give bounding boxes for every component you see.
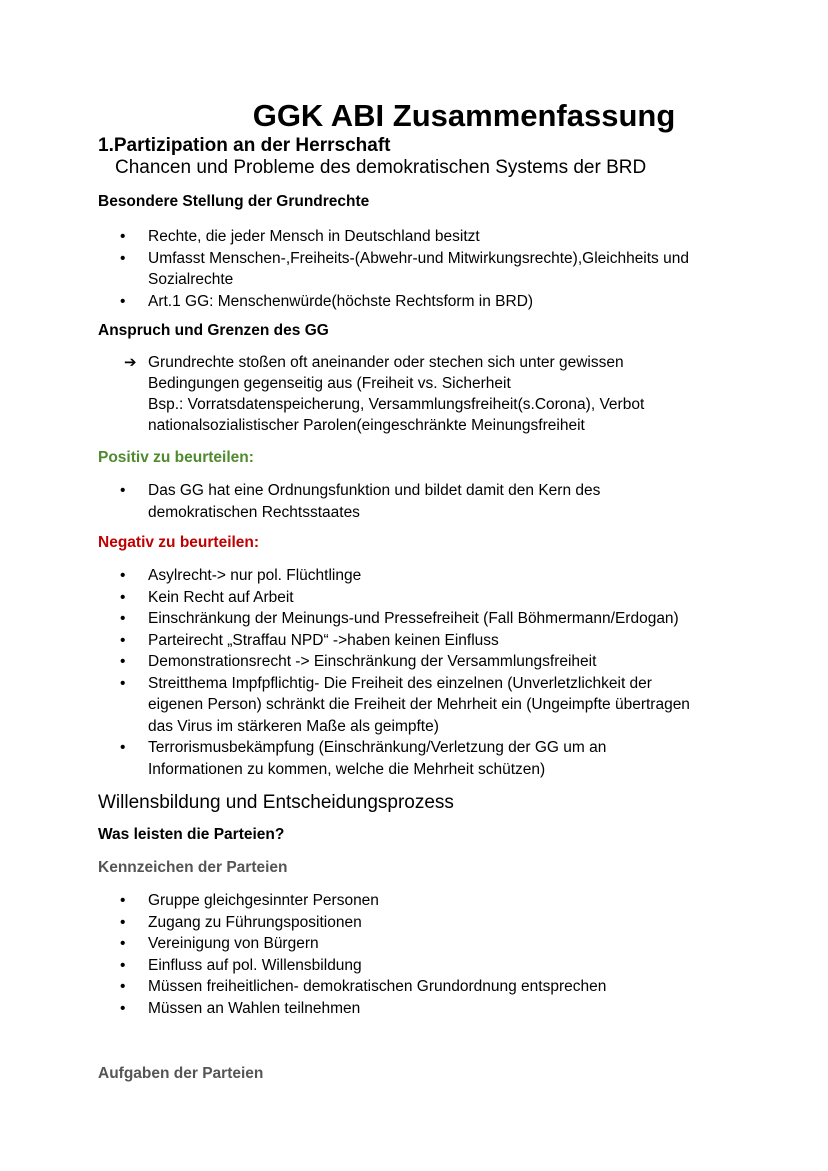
list-item: • Das GG hat eine Ordnungsfunktion und bildet damit den Kern des demokratischen Rechtsstaates bbox=[120, 482, 601, 521]
heading-grundrechte: Besondere Stellung der Grundrechte bbox=[98, 193, 370, 210]
list-item: • Vereinigung von Bürgern bbox=[0, 933, 740, 955]
list-item: • Streitthema Impfpflichtig- Die Freiheit des einzelnen (Unverletzlichkeit der eigenen Person) schränkt die Freiheit der Mehrheit ein (Ungeimpfte übertragen das Virus im stärkeren Maße als geimpfte) bbox=[120, 674, 690, 735]
heading-kennzeichen: Kennzeichen der Parteien bbox=[98, 859, 288, 876]
heading-aufgaben: Aufgaben der Parteien bbox=[98, 1065, 264, 1082]
list-item: • Müssen freiheitlichen- demokratischen Grundordnung entsprechen bbox=[0, 976, 740, 998]
heading-positiv: Positiv zu beurteilen: bbox=[98, 449, 254, 466]
list-grundrechte bbox=[0, 226, 700, 312]
list-item: • Terrorismusbekämpfung (Einschränkung/Verletzung der GG um an Informationen zu kommen, welche die Mehrheit schützen) bbox=[120, 739, 607, 778]
list-item: • Gruppe gleichgesinnter Personen bbox=[0, 890, 740, 912]
list-item: • Einschränkung der Meinungs-und Pressefreiheit (Fall Böhmermann/Erdogan) bbox=[0, 608, 740, 630]
list-negativ bbox=[0, 565, 700, 780]
list-item: • Art.1 GG: Menschenwürde(höchste Rechtsform in BRD) bbox=[0, 291, 740, 313]
section-heading-partizipation: 1.Partizipation an der Herrschaft bbox=[98, 135, 391, 156]
list-kennzeichen bbox=[0, 890, 700, 1019]
bullet-icon: • bbox=[120, 913, 126, 931]
list-item: • Parteirecht „Straffau NPD“ ->haben keinen Einfluss bbox=[0, 630, 740, 652]
list-item: • Rechte, die jeder Mensch in Deutschland besitzt bbox=[0, 226, 740, 248]
arrow-right-icon: ➔ bbox=[124, 354, 137, 371]
heading-willensbildung: Willensbildung und Entscheidungsprozess bbox=[98, 792, 454, 813]
bullet-icon: • bbox=[120, 610, 126, 627]
anspruch-text: Grundrechte stoßen oft aneinander oder stechen sich unter gewissen Bedingungen gegenseitig aus (Freiheit vs. Sicherheit Bsp.: Vorratsdatenspeicherung, Versammlungsfreiheit(s.Corona), Verbot nationalsozialistischer Parolen(eingeschränkte Meinungsfreiheit bbox=[148, 354, 645, 434]
list-positiv bbox=[0, 480, 700, 523]
document-title: GGK ABI Zusammenfassung bbox=[252, 98, 676, 133]
bullet-icon: • bbox=[120, 588, 126, 606]
bullet-icon: • bbox=[120, 482, 126, 499]
bullet-icon: • bbox=[120, 999, 126, 1017]
list-item: • Umfasst Menschen-,Freiheits-(Abwehr-und Mitwirkungsrechte),Gleichheits und Sozialrechte bbox=[120, 249, 689, 288]
list-item: • Einfluss auf pol. Willensbildung bbox=[0, 955, 740, 977]
heading-anspruch: Anspruch und Grenzen des GG bbox=[98, 322, 329, 339]
bullet-icon: • bbox=[120, 567, 126, 584]
bullet-icon: • bbox=[120, 892, 126, 909]
bullet-icon: • bbox=[120, 653, 126, 670]
bullet-icon: • bbox=[120, 228, 126, 245]
heading-negativ: Negativ zu beurteilen: bbox=[98, 534, 260, 551]
bullet-icon: • bbox=[120, 631, 126, 649]
section-subtitle: Chancen und Probleme des demokratischen Systems der BRD bbox=[115, 157, 647, 178]
list-item: • Demonstrationsrecht -> Einschränkung der Versammlungsfreiheit bbox=[0, 651, 740, 673]
list-item: • Zugang zu Führungspositionen bbox=[0, 912, 740, 934]
list-item: • Asylrecht-> nur pol. Flüchtlinge bbox=[0, 565, 740, 587]
bullet-icon: • bbox=[120, 739, 126, 756]
bullet-icon: • bbox=[120, 978, 126, 995]
list-item: • Müssen an Wahlen teilnehmen bbox=[0, 998, 740, 1020]
bullet-icon: • bbox=[120, 292, 126, 310]
bullet-icon: • bbox=[120, 935, 126, 952]
heading-parteien-leisten: Was leisten die Parteien? bbox=[98, 826, 285, 843]
bullet-icon: • bbox=[120, 956, 126, 974]
list-item: • Kein Recht auf Arbeit bbox=[0, 587, 740, 609]
bullet-icon: • bbox=[120, 249, 126, 267]
bullet-icon: • bbox=[120, 674, 126, 692]
